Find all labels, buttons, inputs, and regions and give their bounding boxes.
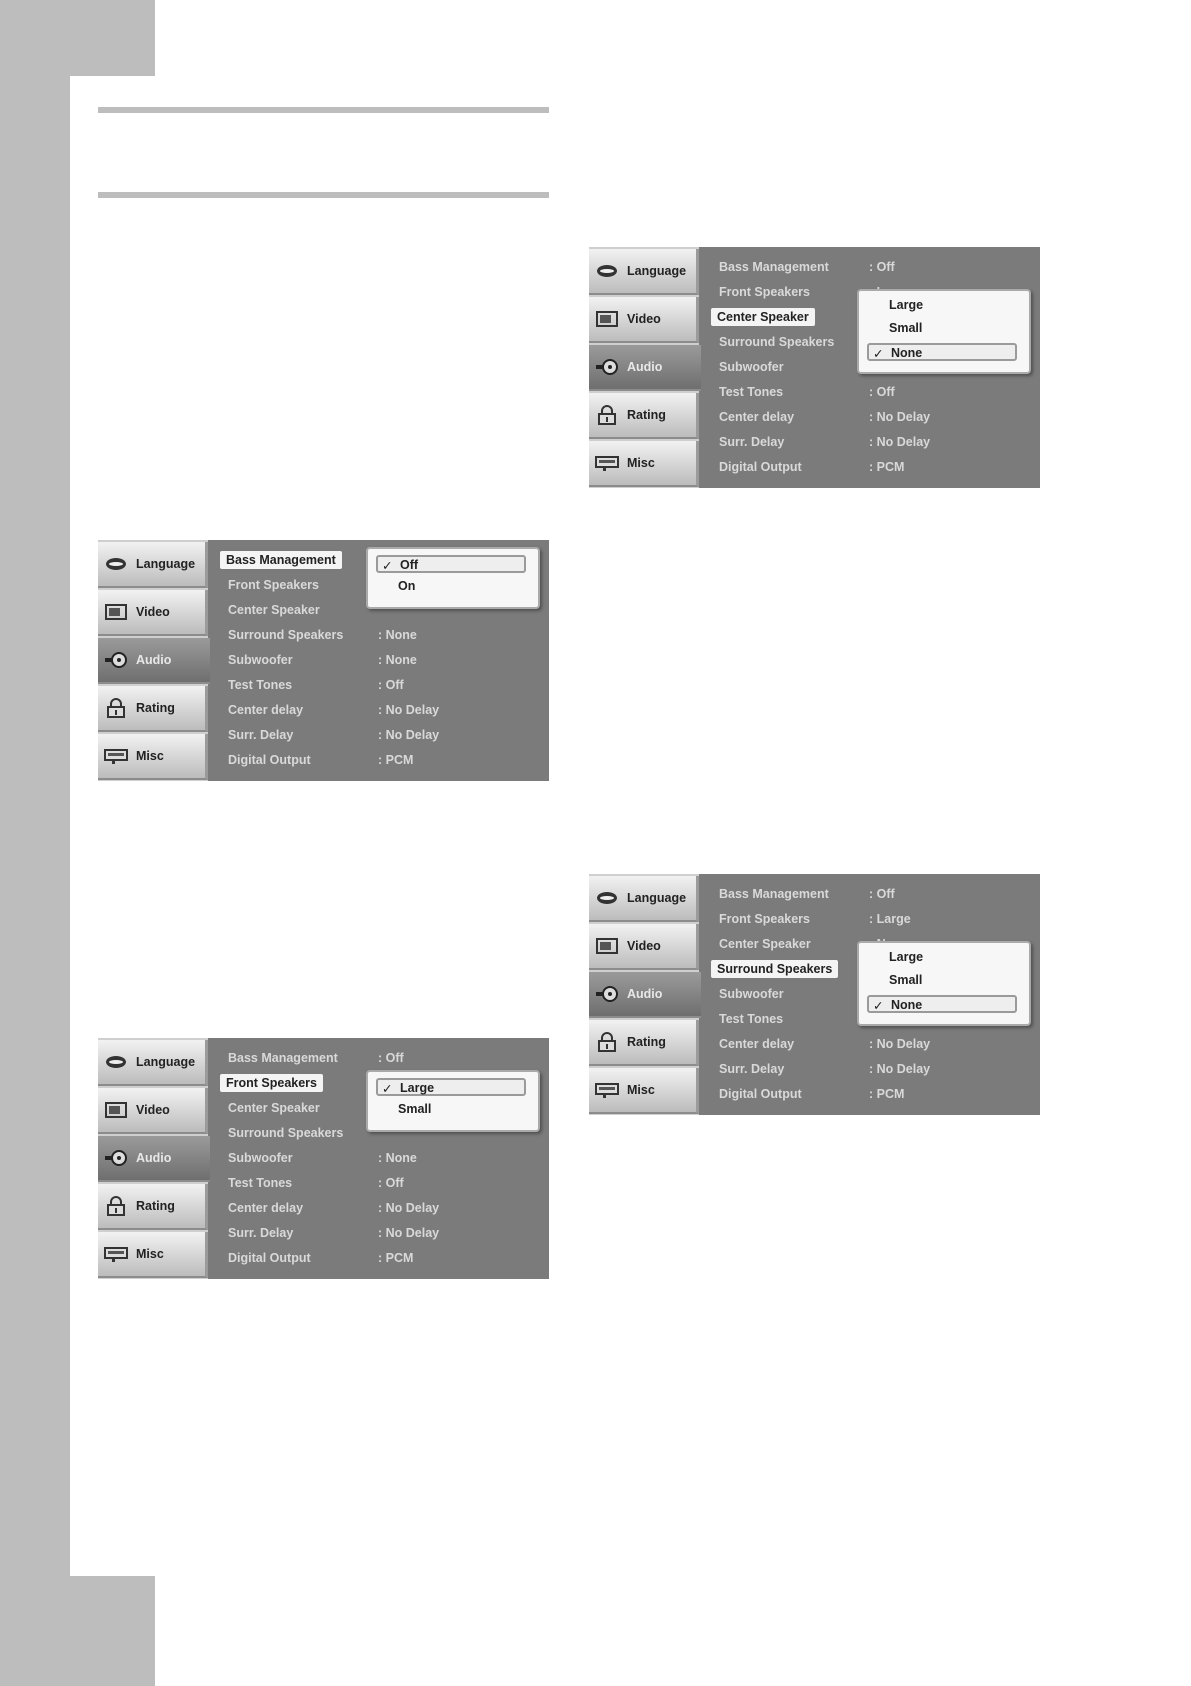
setting-value: : PCM [378,753,414,767]
option-label: Small [398,1102,432,1116]
tab-label: Misc [627,456,655,470]
tab-audio[interactable] [589,345,701,391]
tab-rating[interactable] [589,1020,699,1066]
video-icon [104,1100,128,1120]
setting-label: Subwoofer [228,1151,293,1165]
tab-label: Audio [627,987,663,1001]
tab-label: Misc [627,1083,655,1097]
setting-value: : PCM [869,1087,905,1101]
lips-icon [595,888,619,908]
video-icon [595,936,619,956]
tab-video[interactable] [98,1088,208,1134]
option-large[interactable] [376,1078,526,1096]
setting-label: Bass Management [719,260,829,274]
tab-misc[interactable] [98,1232,208,1278]
tab-label: Audio [136,653,172,667]
tab-audio[interactable] [98,638,210,684]
option-none[interactable] [867,343,1017,361]
setting-label: Center Speaker [228,603,320,617]
tab-rating[interactable] [98,1184,208,1230]
setting-value: : No Delay [378,1226,440,1240]
setting-label: Digital Output [228,753,311,767]
option-large[interactable] [867,297,1017,315]
setting-label: Test Tones [228,678,293,692]
setting-row-test-tones[interactable] [228,676,548,696]
keyboard-icon [104,746,128,766]
setting-value: : None [378,628,417,642]
setting-row-surround-speakers[interactable] [228,626,548,646]
setting-value: : No Delay [869,410,931,424]
setting-label: Front Speakers [719,285,811,299]
setting-value: : Off [378,1176,404,1190]
setting-row-bass-management[interactable] [719,258,1039,278]
setting-row-bass-management[interactable] [228,1049,548,1069]
osd-screen-front-speakers [98,1038,549,1279]
tab-language[interactable] [589,249,699,295]
osd-screen-surround-speakers [589,874,1040,1115]
setting-value: : Off [869,385,895,399]
header-rule-top [98,107,549,113]
setting-value: : No Delay [869,1037,931,1051]
setting-label: Front Speakers [220,1074,323,1092]
setting-value: : Off [378,678,404,692]
setting-row-subwoofer[interactable] [228,651,548,671]
setting-row-center-delay[interactable] [719,408,1039,428]
setting-label: Front Speakers [228,578,320,592]
setting-value: : None [378,1151,417,1165]
tab-label: Audio [627,360,663,374]
checkmark-icon: ✓ [382,559,393,573]
setting-label: Surround Speakers [719,335,835,349]
setting-row-digital-output[interactable] [719,458,1039,478]
setting-value: : No Delay [869,435,931,449]
setting-value: : Off [869,260,895,274]
speaker-icon [104,1148,128,1168]
tab-misc[interactable] [589,1068,699,1114]
setting-value: : PCM [869,460,905,474]
setting-label: Surr. Delay [228,1226,294,1240]
tab-label: Rating [627,408,666,422]
tab-misc[interactable] [589,441,699,487]
checkmark-icon: ✓ [873,347,884,361]
option-off[interactable] [376,555,526,573]
lock-icon [595,405,619,425]
setting-row-surr-delay[interactable] [228,1224,548,1244]
setting-value: : No Delay [378,1201,440,1215]
option-popup [857,941,1031,1026]
setting-label: Surround Speakers [228,628,344,642]
checkmark-icon: ✓ [382,1082,393,1096]
tab-rating[interactable] [98,686,208,732]
setting-label: Center delay [719,410,795,424]
setting-value: : None [378,653,417,667]
header-rule-bottom [98,192,549,198]
tab-video[interactable] [589,924,699,970]
option-label: Off [400,558,419,572]
setting-label: Surr. Delay [719,435,785,449]
setting-label: Center delay [228,703,304,717]
option-label: Small [889,321,923,335]
tab-label: Video [136,605,170,619]
setting-label: Subwoofer [719,360,784,374]
option-label: Small [889,973,923,987]
setting-label: Center Speaker [719,937,811,951]
setting-row-test-tones[interactable] [228,1174,548,1194]
lock-icon [104,1196,128,1216]
tab-misc[interactable] [98,734,208,780]
setting-label: Bass Management [220,551,342,569]
tab-bar [98,1038,208,1279]
setting-label: Test Tones [719,1012,784,1026]
option-popup [366,1070,540,1132]
setting-row-subwoofer[interactable] [228,1149,548,1169]
tab-bar [589,874,699,1115]
tab-label: Rating [136,1199,175,1213]
setting-label: Bass Management [719,887,829,901]
lock-icon [104,698,128,718]
tab-label: Misc [136,749,164,763]
osd-screen-bass-management [98,540,549,781]
setting-label: Center delay [719,1037,795,1051]
setting-row-digital-output[interactable] [228,751,548,771]
setting-label: Center Speaker [711,308,815,326]
option-none[interactable] [867,995,1017,1013]
setting-row-bass-management[interactable] [719,885,1039,905]
tab-rating[interactable] [589,393,699,439]
page-margin-left [0,0,70,1686]
setting-row-center-delay[interactable] [228,1199,548,1219]
tab-audio[interactable] [98,1136,210,1182]
setting-row-surr-delay[interactable] [719,1060,1039,1080]
tab-language[interactable] [589,876,699,922]
tab-label: Video [136,1103,170,1117]
option-small[interactable] [867,972,1017,990]
option-small[interactable] [376,1101,526,1119]
lips-icon [595,261,619,281]
setting-row-front-speakers[interactable] [719,910,1039,930]
setting-row-center-delay[interactable] [719,1035,1039,1055]
option-label: None [891,346,923,360]
option-label: Large [889,298,924,312]
setting-value: : Large [869,912,911,926]
option-label: None [891,998,923,1012]
tab-bar [589,247,699,488]
option-label: Large [400,1081,435,1095]
setting-value: : No Delay [869,1062,931,1076]
setting-label: Digital Output [719,1087,802,1101]
tab-label: Language [627,264,687,278]
lips-icon [104,554,128,574]
tab-video[interactable] [589,297,699,343]
setting-label: Digital Output [719,460,802,474]
setting-label: Bass Management [228,1051,338,1065]
tab-label: Misc [136,1247,164,1261]
tab-label: Audio [136,1151,172,1165]
tab-label: Language [136,557,196,571]
option-label: Large [889,950,924,964]
setting-row-surr-delay[interactable] [228,726,548,746]
setting-label: Front Speakers [719,912,811,926]
setting-row-digital-output[interactable] [228,1249,548,1269]
setting-label: Surround Speakers [711,960,838,978]
speaker-icon [104,650,128,670]
osd-screen-center-speaker [589,247,1040,488]
setting-row-digital-output[interactable] [719,1085,1039,1105]
setting-label: Center Speaker [228,1101,320,1115]
setting-label: Surr. Delay [719,1062,785,1076]
speaker-icon [595,984,619,1004]
option-small[interactable] [867,320,1017,338]
tab-label: Rating [627,1035,666,1049]
tab-audio[interactable] [589,972,701,1018]
setting-label: Subwoofer [719,987,784,1001]
tab-label: Rating [136,701,175,715]
option-popup [857,289,1031,374]
setting-label: Test Tones [719,385,784,399]
tab-label: Video [627,939,661,953]
setting-label: Center delay [228,1201,304,1215]
speaker-icon [595,357,619,377]
checkmark-icon: ✓ [873,999,884,1013]
tab-label: Video [627,312,661,326]
page-margin-bottom [0,1576,155,1686]
setting-label: Digital Output [228,1251,311,1265]
setting-row-test-tones[interactable] [719,383,1039,403]
setting-value: : No Delay [378,703,440,717]
tab-language[interactable] [98,542,208,588]
lock-icon [595,1032,619,1052]
setting-row-center-delay[interactable] [228,701,548,721]
video-icon [595,309,619,329]
setting-label: Test Tones [228,1176,293,1190]
keyboard-icon [595,453,619,473]
tab-label: Language [136,1055,196,1069]
keyboard-icon [595,1080,619,1100]
setting-value: : No Delay [378,728,440,742]
tab-label: Language [627,891,687,905]
tab-video[interactable] [98,590,208,636]
setting-label: Surround Speakers [228,1126,344,1140]
setting-value: : Off [869,887,895,901]
setting-value: : PCM [378,1251,414,1265]
option-label: On [398,579,416,593]
setting-row-surr-delay[interactable] [719,433,1039,453]
option-popup [366,547,540,609]
tab-language[interactable] [98,1040,208,1086]
setting-label: Surr. Delay [228,728,294,742]
lips-icon [104,1052,128,1072]
video-icon [104,602,128,622]
setting-label: Subwoofer [228,653,293,667]
option-on[interactable] [376,578,526,596]
keyboard-icon [104,1244,128,1264]
tab-bar [98,540,208,781]
setting-value: : Off [378,1051,404,1065]
option-large[interactable] [867,949,1017,967]
